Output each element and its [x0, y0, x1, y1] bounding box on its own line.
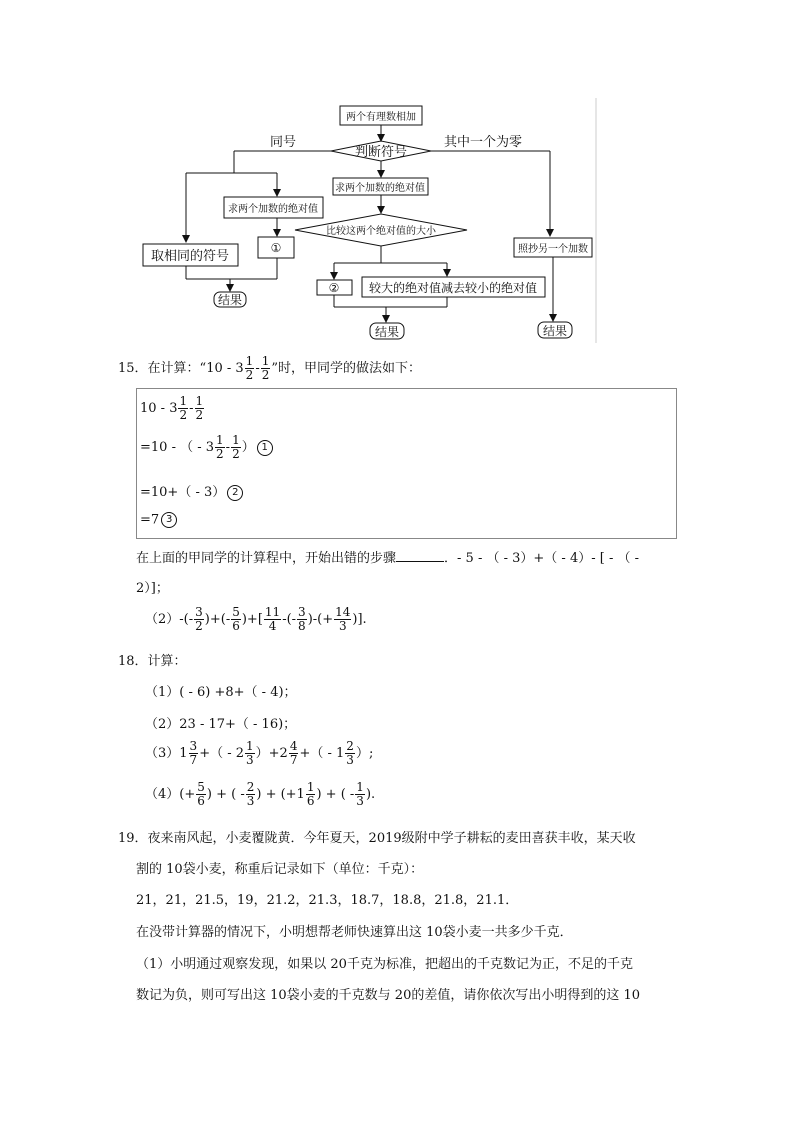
circle-1: 1 [257, 440, 273, 456]
fraction: $\frac{1}{2}$ [179, 394, 188, 422]
circle-3: 3 [161, 512, 177, 528]
q18-title: 18．计算： [118, 654, 187, 669]
step-0: 10 - 3 $\frac{1}{2}$ - $\frac{1}{2}$ [140, 394, 204, 422]
q15-intro-a: 在计算：“10 - 3 [147, 361, 244, 376]
fraction: $\frac{1}{2}$ [261, 354, 270, 382]
step-3: =7 3 [140, 512, 177, 528]
q19-line3: 21，21，21.5，19，21.2，21.3，18.7，18.8，21.8，21.1． [136, 893, 519, 908]
fraction: $\frac{1}{2}$ [216, 433, 224, 461]
q18-part2: （2）23 - 17+（ - 16)； [145, 717, 297, 732]
compare-text: 比较这两个绝对值的大小 [326, 226, 436, 237]
fraction: $\frac{1}{3}$ [356, 780, 364, 808]
fraction: $\frac{14}{3}$ [335, 605, 351, 633]
take-sign-text: 取相同的符号 [150, 249, 230, 264]
q19-line2: 割的 10袋小麦，称重后记录如下（单位：千克）： [136, 862, 424, 877]
step-1: =10 - （ - 3 $\frac{1}{2}$ - $\frac{1}{2}$ ） 1 [140, 434, 273, 461]
circle-2: 2 [227, 485, 243, 501]
fraction: $\frac{3}{8}$ [298, 605, 306, 633]
q19-line1: 19．夜来南风起，小麦覆陇黄．今年夏天，2019级附中学子耕耘的麦田喜获丰收，某天收 [118, 831, 636, 846]
subtract-text: 较大的绝对值减去较小的绝对值 [368, 281, 538, 295]
result-right-text: 结果 [542, 324, 568, 338]
blank2-text: ② [328, 281, 340, 295]
fraction: $\frac{5}{6}$ [197, 780, 205, 808]
judge-text: 判断符号 [354, 145, 408, 160]
q19-line6: 数记为负，则可写出这 10袋小麦的千克数与 20的差值，请你依次写出小明得到的这 10 [136, 988, 641, 1003]
abs-left-text: 求两个加数的绝对值 [228, 204, 318, 215]
fraction: $\frac{4}{7}$ [289, 739, 298, 767]
fraction: $\frac{3}{2}$ [195, 605, 203, 633]
q18-part3: （3）1 $\frac{3}{7}$ +（ - 2 $\frac{1}{3}$ ）+2 $\frac{4}{7}$ +（ - 1 $\frac{2}{3}$ ）; [145, 739, 374, 767]
result-middle-text: 结果 [374, 325, 400, 339]
q18-part4: （4）(+ $\frac{5}{6}$ ) + ( - $\frac{2}{3}$ ) + (+1 $\frac{1}{6}$ ) + ( - $\frac{1}{3}$ ). [145, 780, 376, 808]
fraction: $\frac{1}{6}$ [306, 780, 315, 808]
fraction: $\frac{1}{2}$ [245, 354, 254, 382]
fraction: $\frac{11}{4}$ [264, 605, 281, 633]
abs-top-text: 求两个加数的绝对值 [335, 183, 425, 194]
zero-case-label: 其中一个为零 [444, 135, 523, 150]
result-left-text: 结果 [217, 293, 243, 307]
fraction: $\frac{1}{2}$ [232, 433, 240, 461]
q18-part1: （1）( - 6) +8+（ - 4)； [145, 685, 297, 700]
fraction: $\frac{1}{3}$ [246, 739, 254, 767]
q17-part2: （2）-(- $\frac{3}{2}$ )+(- $\frac{5}{6}$ )+[ $\frac{11}{4}$ -(- $\frac{3}{8}$ )-(+ $\frac{14}{3}$ )]. [145, 605, 367, 633]
q15-question-cont: 2）]； [136, 581, 169, 596]
step-2: =10+（ - 3） 2 [140, 481, 243, 501]
start-text: 两个有理数相加 [346, 112, 416, 123]
q15-number: 15． [118, 361, 148, 376]
fraction: $\frac{5}{6}$ [232, 605, 240, 633]
answer-blank[interactable] [396, 550, 444, 562]
fraction: $\frac{1}{2}$ [195, 394, 204, 422]
q15-intro [118, 355, 421, 382]
q19-line5: （1）小明通过观察发现，如果以 20千克为标准，把超出的千克数记为正，不足的千克 [136, 957, 633, 972]
flowchart [0, 0, 794, 350]
fraction: $\frac{3}{7}$ [189, 739, 198, 767]
fraction: $\frac{2}{3}$ [246, 780, 255, 808]
q15-intro-b: ”时，甲同学的做法如下： [271, 361, 422, 376]
q19-line4: 在没带计算器的情况下，小明想帮老师快速算出这 10袋小麦一共多少千克． [136, 925, 573, 940]
copy-other-text: 照抄另一个加数 [518, 244, 588, 255]
same-sign-label: 同号 [270, 135, 297, 150]
fraction: $\frac{2}{3}$ [346, 739, 354, 767]
q15-question: 在上面的甲同学的计算程中，开始出错的步骤 ．- 5 - （ - 3）+（ - 4）- [ - （ - [136, 551, 639, 566]
solution-box [136, 388, 677, 539]
blank1-text: ① [270, 241, 282, 255]
minus-sign: - [255, 361, 260, 376]
